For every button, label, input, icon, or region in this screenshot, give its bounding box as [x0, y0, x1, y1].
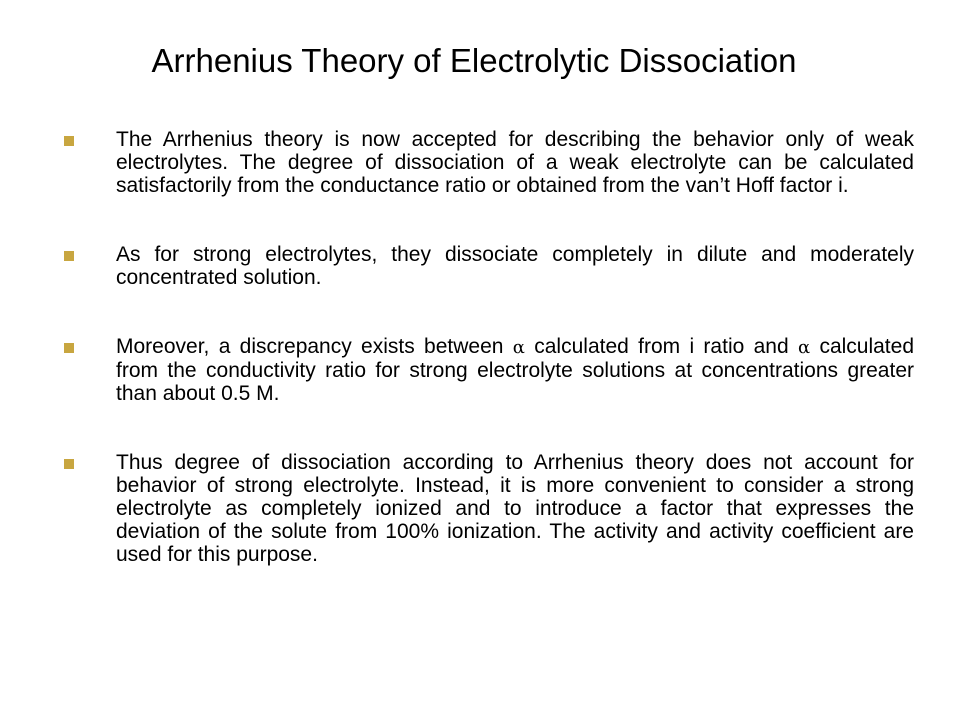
bullet-text: The Arrhenius theory is now accepted for describing the behavior only of weak electrolytes. The degree of dissociation of a weak electrolyte can be calculated satisfactorily from the conductance ratio or obtained from the van’t Hoff factor i. [116, 128, 914, 197]
bullet-square-icon [64, 136, 74, 146]
alpha-symbol: α [512, 337, 525, 358]
bullet-item [64, 128, 914, 197]
slide-title: Arrhenius Theory of Electrolytic Dissociation [151, 42, 797, 79]
bullet-item [64, 243, 914, 289]
bullet-text: As for strong electrolytes, they dissociate completely in dilute and moderately concentrated solution. [116, 243, 914, 289]
bullet-text: Thus degree of dissociation according to Arrhenius theory does not account for behavior of strong electrolyte. Instead, it is more convenient to consider a strong electrolyte as completely ionized and to introduce a factor that expresses the deviation of the solute from 100% ionization. The activity and activity coefficient are used for this purpose. [116, 451, 914, 566]
bullet-list [64, 128, 914, 566]
bullet-text [116, 335, 914, 405]
bullet-text-segment: Moreover, a discrepancy exists between [116, 335, 513, 358]
bullet-text-segment: calculated from i ratio and [524, 335, 798, 358]
bullet-square-icon [64, 343, 74, 353]
bullet-square-icon [64, 251, 74, 261]
bullet-text-segment: calculated from the conductivity ratio for strong electrolyte solutions at concentrations greater than about 0.5 M. [116, 335, 915, 405]
alpha-symbol: α [797, 337, 811, 358]
bullet-item [64, 335, 914, 405]
bullet-item [64, 451, 914, 566]
bullet-square-icon [64, 459, 74, 469]
